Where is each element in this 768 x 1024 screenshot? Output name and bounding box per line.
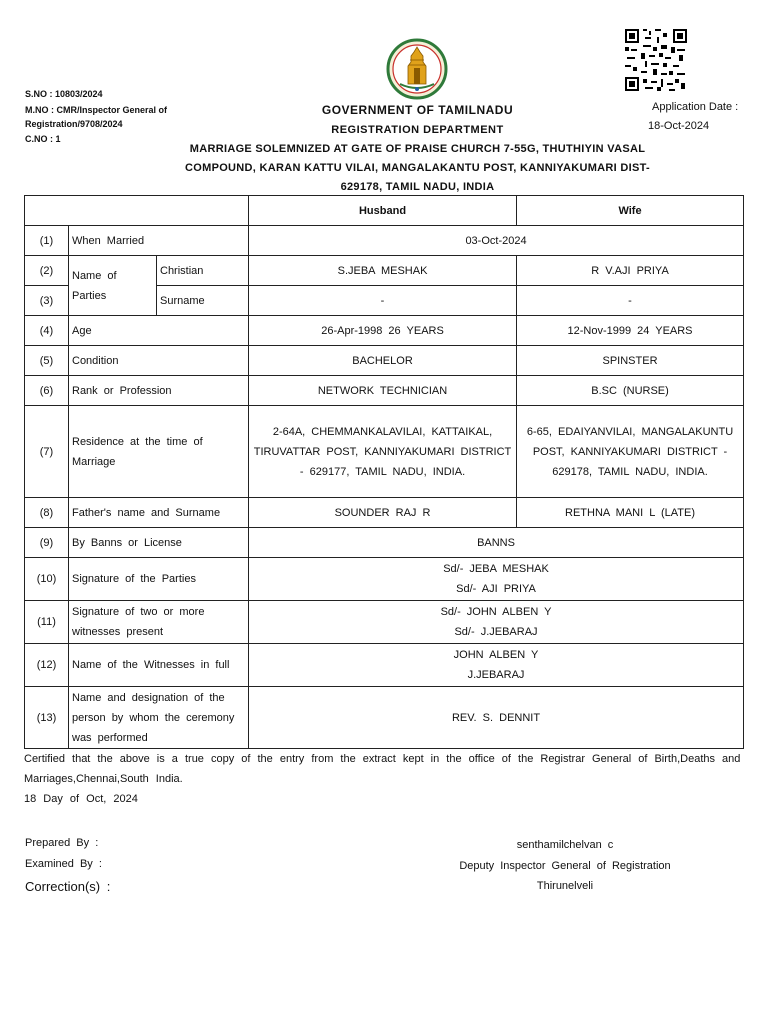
government-title: GOVERNMENT OF TAMILNADU [321,103,514,117]
column-wife: Wife [517,196,744,226]
row-number: (1) [25,226,69,256]
wife-christian-name: R V.AJI PRIYA [517,256,744,286]
qr-code [623,27,689,93]
tamilnadu-emblem-icon [386,38,448,100]
table-row [25,528,744,558]
row-label: Name and designation of the person by whom the ceremony was performed [69,687,249,749]
row-sublabel: Surname [157,286,249,316]
serial-number: S.NO : 10803/2024 [25,89,103,99]
row-label-name-of-parties: Name of Parties [69,256,157,316]
witness-name-2: J.JEBARAJ [467,669,525,681]
wife-surname: - [517,286,744,316]
place-line-1: MARRIAGE SOLEMNIZED AT GATE OF PRAISE CHURCH 7-55G, THUTHIYIN VASAL [189,143,646,155]
row-number: (9) [25,528,69,558]
husband-surname: - [249,286,517,316]
row-sublabel: Christian [157,256,249,286]
wife-condition: SPINSTER [517,346,744,376]
signatory-name: senthamilchelvan c [516,839,614,851]
row-label: Age [69,316,249,346]
table-row [25,644,744,687]
table-row [25,498,744,528]
c-number: C.NO : 1 [25,134,61,144]
witness-name-1: JOHN ALBEN Y [453,649,539,661]
solemnization-place [180,140,655,197]
table-row [25,256,744,286]
certification-date: 18 Day of Oct, 2024 [24,793,138,805]
row-number: (3) [25,286,69,316]
wife-residence: 6-65, EDAIYANVILAI, MANGALAKUNTU POST, KANNIYAKUMARI DISTRICT - 629178, TAMIL NADU, INDIA. [517,406,744,498]
husband-residence: 2-64A, CHEMMANKALAVILAI, KATTAIKAL, TIRUVATTAR POST, KANNIYAKUMARI DISTRICT - 629177, TAMIL NADU, INDIA. [249,406,517,498]
marriage-date: 03-Oct-2024 [249,226,744,256]
reference-numbers [25,86,167,148]
row-label: Residence at the time of Marriage [69,406,249,498]
wife-father-name: RETHNA MANI L (LATE) [517,498,744,528]
application-date-value: 18-Oct-2024 [648,120,710,132]
row-label: Condition [69,346,249,376]
signatory-title: Deputy Inspector General of Registration [459,860,671,872]
husband-condition: BACHELOR [249,346,517,376]
husband-age: 26-Apr-1998 26 YEARS [249,316,517,346]
row-label: Signature of two or more witnesses present [69,601,249,644]
row-label: By Banns or License [69,528,249,558]
row-label: When Married [69,226,249,256]
party-signature-1: Sd/- JEBA MESHAK [443,563,549,575]
row-number: (12) [25,644,69,687]
table-row [25,226,744,256]
party-signature-2: Sd/- AJI PRIYA [456,583,536,595]
row-number: (13) [25,687,69,749]
place-line-3: 629178, TAMIL NADU, INDIA [340,181,495,193]
row-number: (6) [25,376,69,406]
table-row [25,406,744,498]
header-blank [25,196,249,226]
witness-signature-2: Sd/- J.JEBARAJ [454,626,538,638]
husband-profession: NETWORK TECHNICIAN [249,376,517,406]
row-label: Father's name and Surname [69,498,249,528]
row-number: (10) [25,558,69,601]
table-row [25,687,744,749]
banns-or-license: BANNS [249,528,744,558]
row-number: (11) [25,601,69,644]
table-row [25,316,744,346]
prepared-by: Prepared By : [25,837,99,849]
corrections: Correction(s) : [25,879,111,894]
row-label: Rank or Profession [69,376,249,406]
witness-signatures [249,601,744,644]
table-row [25,601,744,644]
signature-of-parties [249,558,744,601]
table-row [25,376,744,406]
row-number: (4) [25,316,69,346]
row-number: (5) [25,346,69,376]
husband-christian-name: S.JEBA MESHAK [249,256,517,286]
husband-father-name: SOUNDER RAJ R [249,498,517,528]
wife-profession: B.SC (NURSE) [517,376,744,406]
row-label: Signature of the Parties [69,558,249,601]
application-date [648,98,738,136]
table-row [25,558,744,601]
application-date-label: Application Date : [652,101,739,113]
witness-signature-1: Sd/- JOHN ALBEN Y [440,606,552,618]
table-row [25,346,744,376]
officiant-name: REV. S. DENNIT [249,687,744,749]
wife-age: 12-Nov-1999 24 YEARS [517,316,744,346]
column-husband: Husband [249,196,517,226]
department-title: REGISTRATION DEPARTMENT [331,124,504,136]
row-number: (2) [25,256,69,286]
row-label: Name of the Witnesses in full [69,644,249,687]
marriage-register-table [24,195,744,749]
row-number: (7) [25,406,69,498]
certification-text: Certified that the above is a true copy of the entry from the extract kept in the office of the Registrar General of Birth,Deaths and Marriages,Chennai,South India. [24,753,741,785]
m-number-line2: Registration/9708/2024 [25,119,123,129]
examined-by: Examined By : [25,858,102,870]
signatory-place: Thirunelveli [536,880,594,892]
witness-names [249,644,744,687]
place-line-2: COMPOUND, KARAN KATTU VILAI, MANGALAKANTU POST, KANNIYAKUMARI DIST- [185,162,650,174]
table-header-row [25,196,744,226]
row-number: (8) [25,498,69,528]
m-number-line1: M.NO : CMR/Inspector General of [25,105,168,115]
